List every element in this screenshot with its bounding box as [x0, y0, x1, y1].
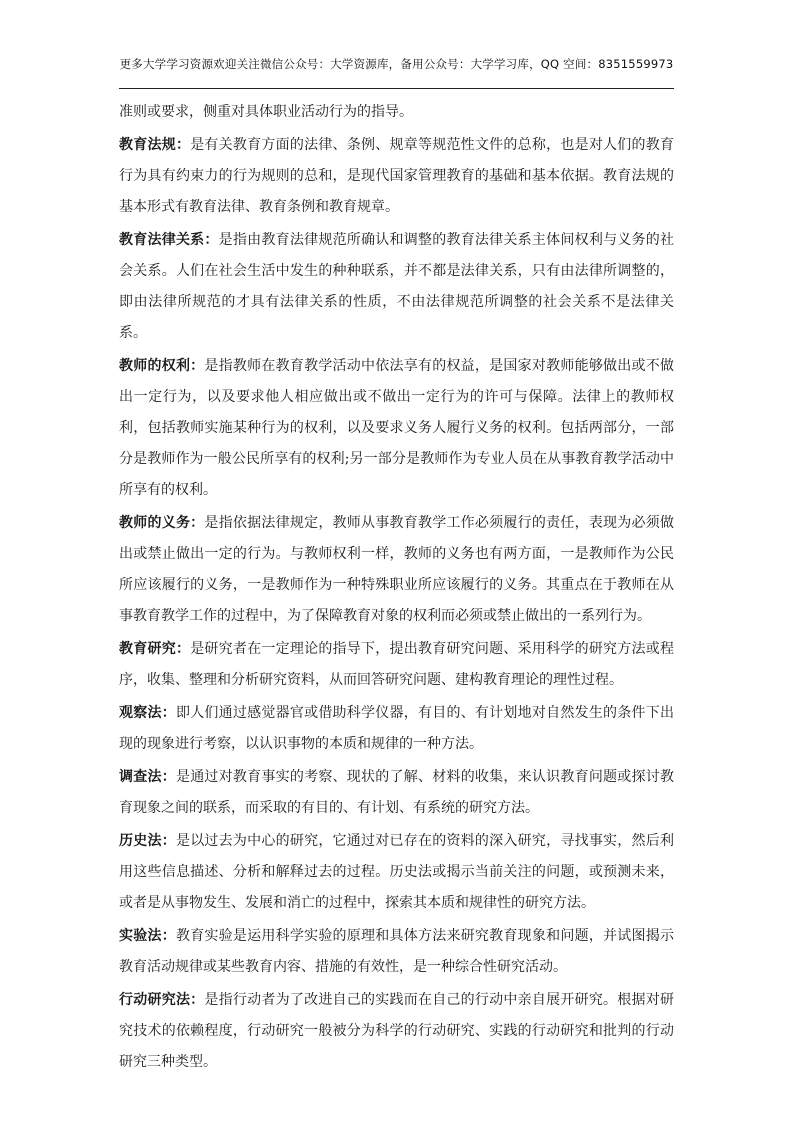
- definition-text: 是指由教育法律规范所确认和调整的教育法律关系主体间权利与义务的社会关系。人们在社会生活中发生的种种联系，并不都是法律关系，只有由法律所调整的，即由法律所规范的才具有法律关系的性质，不由法律规范所调整的社会关系不是法律关系。: [119, 232, 675, 341]
- definition-historical-method: [119, 826, 674, 919]
- definition-text: 是指行动者为了改进自己的实践而在自己的行动中亲自展开研究。根据对研究技术的依赖程度，行动研究一般被分为科学的行动研究、实践的行动研究和批判的行动研究三种类型。: [119, 992, 674, 1070]
- definition-text: 是指教师在教育教学活动中依法享有的权益，是国家对教师能够做出或不做出一定行为，以及要求他人相应做出或不做出一定行为的许可与保障。法律上的教师权利，包括教师实施某种行为的权利，以及要求义务人履行义务的权利。包括两部分，一部分是教师作为一般公民所享有的权利;另一部分是教师作为专业人员在从事教育教学活动中所享有的权利。: [119, 358, 674, 498]
- definition-observation-method: [119, 698, 674, 760]
- definition-text: 是有关教育方面的法律、条例、规章等规范性文件的总称，也是对人们的教育行为具有约束力的行为规则的总和，是现代国家管理教育的基础和基本依据。教育法规的基本形式有教育法律、教育条例和教育规章。: [119, 137, 675, 215]
- definition-action-research-method: [119, 985, 674, 1078]
- definition-text: 即人们通过感觉器官或借助科学仪器，有目的、有计划地对自然发生的条件下出现的现象进行考察，以认识事物的本质和规律的一种方法。: [119, 705, 675, 752]
- definition-education-legal-relationship: [119, 225, 674, 349]
- page-header: 更多大学学习资源欢迎关注微信公众号：大学资源库，备用公众号：大学学习库，QQ 空间：8351559973: [119, 57, 674, 71]
- term-label: 历史法：: [119, 833, 176, 849]
- definition-education-research: [119, 634, 674, 696]
- header-divider: [119, 88, 674, 89]
- definition-survey-method: [119, 762, 674, 824]
- term-label: 教师的权利：: [119, 358, 205, 374]
- definition-experimental-method: [119, 921, 674, 983]
- definition-text: 是研究者在一定理论的指导下，提出教育研究问题、采用科学的研究方法或程序，收集、整理和分析研究资料，从而回答研究问题、建构教育理论的理性过程。: [119, 641, 675, 688]
- definition-text: 教育实验是运用科学实验的原理和具体方法来研究教育现象和问题，并试图揭示教育活动规律或某些教育内容、措施的有效性，是一种综合性研究活动。: [119, 928, 675, 975]
- term-label: 行动研究法：: [119, 992, 205, 1008]
- term-label: 实验法：: [119, 928, 176, 944]
- term-label: 教育法律关系：: [119, 232, 219, 248]
- term-label: 调查法：: [119, 769, 176, 785]
- definition-text: 是指依据法律规定，教师从事教育教学工作必须履行的责任，表现为必须做出或禁止做出一定的行为。与教师权利一样，教师的义务也有两方面，一是教师作为公民所应该履行的义务，一是教师作为一种特殊职业所应该履行的义务。其重点在于教师在从事教育教学工作的过程中，为了保障教育对象的权利而必须或禁止做出的一系列行为。: [119, 515, 674, 624]
- document-body: [119, 97, 674, 1080]
- definition-text: 是以过去为中心的研究，它通过对已存在的资料的深入研究，寻找事实，然后利用这些信息描述、分析和解释过去的过程。历史法或揭示当前关注的问题，或预测未来，或者是从事物发生、发展和消亡的过程中，探索其本质和规律性的研究方法。: [119, 833, 675, 911]
- definition-teacher-rights: [119, 351, 674, 506]
- term-label: 教育法规：: [119, 137, 191, 153]
- term-label: 教育研究：: [119, 641, 191, 657]
- definition-text: 是通过对教育事实的考察、现状的了解、材料的收集，来认识教育问题或探讨教育现象之间的联系，而采取的有目的、有计划、有系统的研究方法。: [119, 769, 675, 816]
- term-label: 教师的义务：: [119, 515, 205, 531]
- paragraph-continuation: [119, 97, 674, 128]
- paragraph-text: 准则或要求，侧重对具体职业活动行为的指导。: [119, 104, 413, 120]
- definition-teacher-obligations: [119, 508, 674, 632]
- term-label: 观察法：: [119, 705, 176, 721]
- definition-education-regulations: [119, 130, 674, 223]
